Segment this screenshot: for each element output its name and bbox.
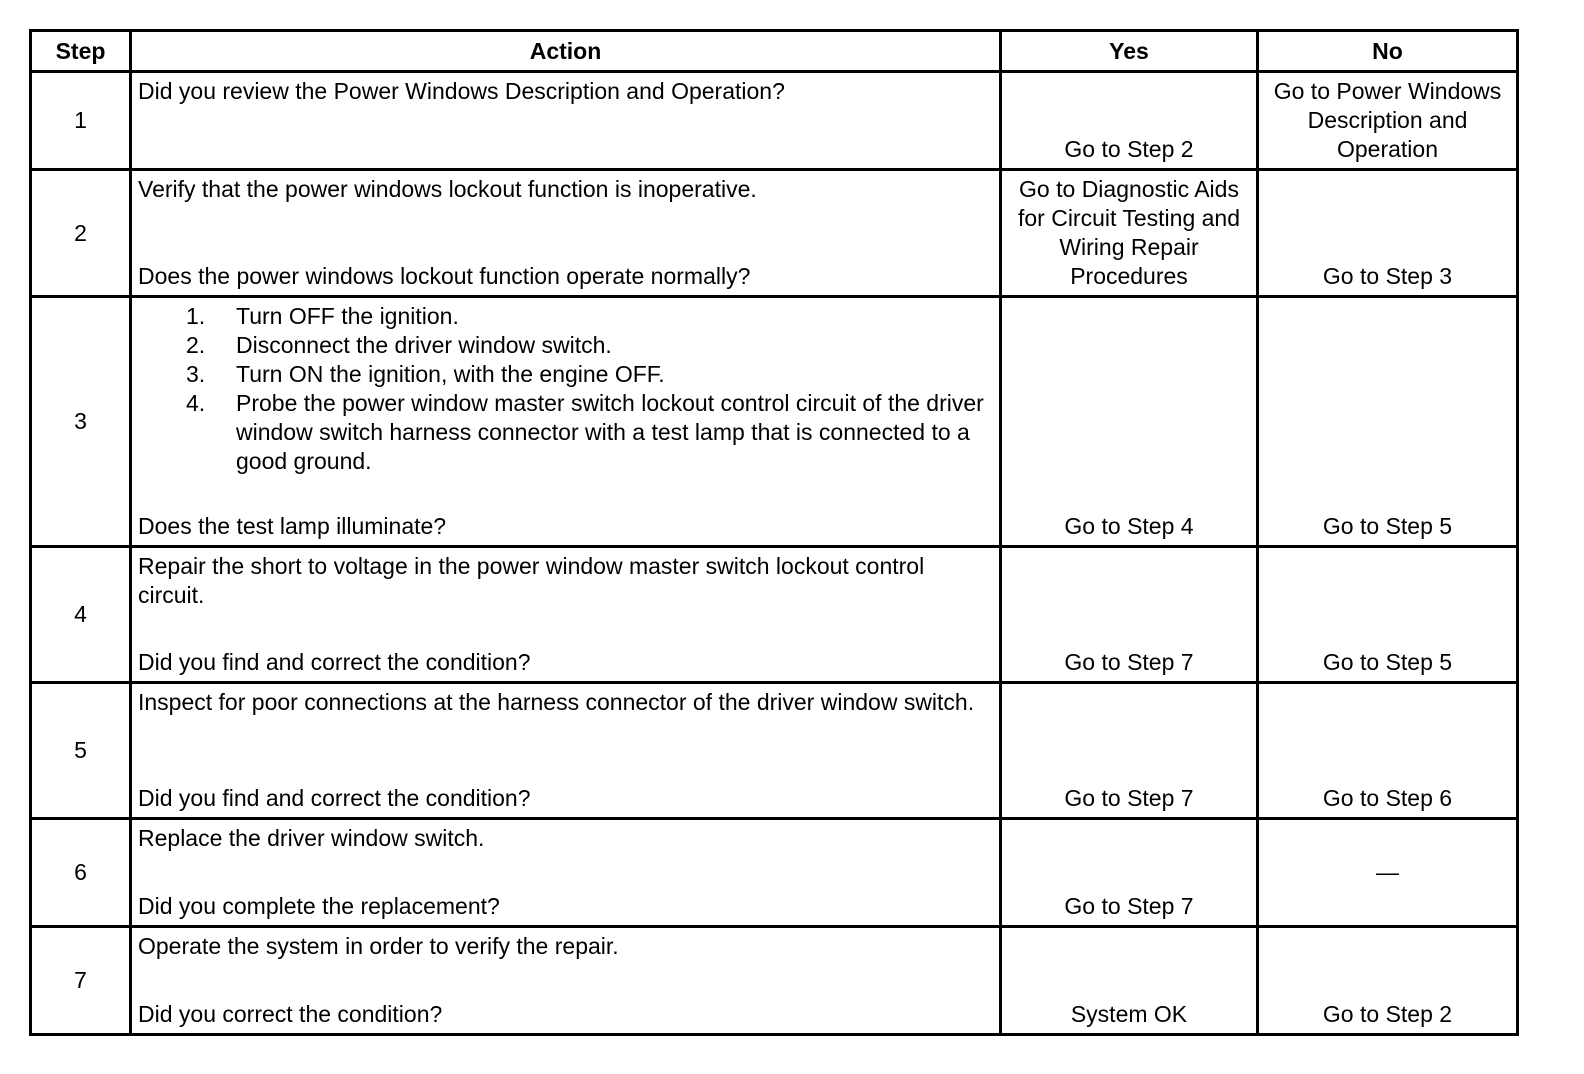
procedure-text: Turn OFF the ignition. (236, 303, 459, 329)
step-number: 5 (31, 683, 131, 819)
action-question: Did you find and correct the condition? (138, 785, 531, 811)
action-text: Repair the short to voltage in the power window master switch lockout control circuit. (138, 553, 925, 608)
no-cell: Go to Step 3 (1258, 170, 1518, 297)
action-question: Did you correct the condition? (138, 1001, 443, 1027)
procedure-number: 4. (186, 390, 206, 416)
step-number: 4 (31, 547, 131, 683)
step-number: 1 (31, 72, 131, 170)
procedure-list (138, 302, 991, 476)
table-row (31, 170, 1518, 297)
no-cell: — (1258, 819, 1518, 927)
procedure-text: Turn ON the ignition, with the engine OFF. (236, 361, 665, 387)
action-question: Does the test lamp illuminate? (138, 513, 447, 539)
no-cell: Go to Power Windows Description and Operation (1258, 72, 1518, 170)
action-cell (131, 547, 1001, 683)
yes-cell: Go to Step 2 (1001, 72, 1258, 170)
action-text: Verify that the power windows lockout function is inoperative. (138, 176, 757, 202)
header-step: Step (31, 31, 131, 72)
step-number: 3 (31, 297, 131, 547)
table-row (31, 683, 1518, 819)
table-row (31, 547, 1518, 683)
table-header-row (31, 31, 1518, 72)
procedure-item (186, 360, 991, 389)
action-text: Replace the driver window switch. (138, 825, 485, 851)
table-row (31, 297, 1518, 547)
table-row (31, 819, 1518, 927)
no-cell: Go to Step 5 (1258, 297, 1518, 547)
action-text: Operate the system in order to verify the repair. (138, 933, 619, 959)
procedure-item (186, 302, 991, 331)
procedure-number: 3. (186, 361, 206, 387)
procedure-text: Probe the power window master switch lockout control circuit of the driver window switch harness connector with a test lamp that is connected to a good ground. (236, 390, 984, 474)
action-question: Does the power windows lockout function operate normally? (138, 263, 751, 289)
yes-cell: Go to Step 7 (1001, 819, 1258, 927)
header-action: Action (131, 31, 1001, 72)
table-row (31, 72, 1518, 170)
action-cell (131, 683, 1001, 819)
yes-cell: System OK (1001, 927, 1258, 1035)
action-cell (131, 297, 1001, 547)
step-number: 6 (31, 819, 131, 927)
procedure-item (186, 389, 991, 476)
procedure-number: 2. (186, 332, 206, 358)
yes-cell: Go to Diagnostic Aids for Circuit Testing and Wiring Repair Procedures (1001, 170, 1258, 297)
procedure-number: 1. (186, 303, 206, 329)
step-number: 7 (31, 927, 131, 1035)
action-question: Did you complete the replacement? (138, 893, 500, 919)
procedure-text: Disconnect the driver window switch. (236, 332, 612, 358)
no-cell: Go to Step 6 (1258, 683, 1518, 819)
table-row (31, 927, 1518, 1035)
diagnostic-table (29, 29, 1519, 1036)
no-cell: Go to Step 5 (1258, 547, 1518, 683)
action-cell (131, 170, 1001, 297)
yes-cell: Go to Step 7 (1001, 683, 1258, 819)
action-text: Inspect for poor connections at the harness connector of the driver window switch. (138, 689, 975, 715)
no-cell: Go to Step 2 (1258, 927, 1518, 1035)
step-number: 2 (31, 170, 131, 297)
action-cell (131, 927, 1001, 1035)
action-cell (131, 819, 1001, 927)
action-question: Did you find and correct the condition? (138, 649, 531, 675)
action-cell (131, 72, 1001, 170)
action-text: Did you review the Power Windows Description and Operation? (138, 78, 785, 104)
yes-cell: Go to Step 7 (1001, 547, 1258, 683)
yes-cell: Go to Step 4 (1001, 297, 1258, 547)
header-no: No (1258, 31, 1518, 72)
header-yes: Yes (1001, 31, 1258, 72)
procedure-item (186, 331, 991, 360)
